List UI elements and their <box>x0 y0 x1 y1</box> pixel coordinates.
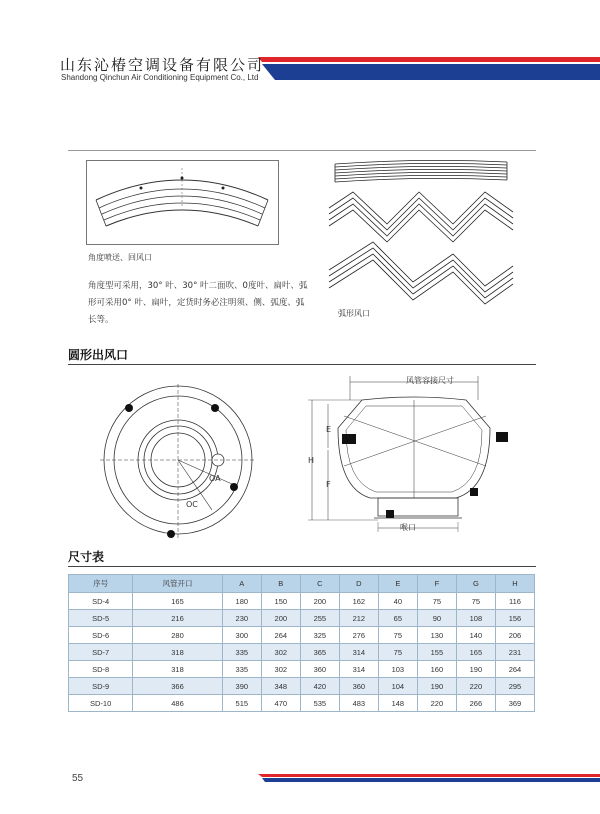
table-cell: 200 <box>261 610 300 627</box>
table-cell: 75 <box>417 593 456 610</box>
table-header-cell: B <box>261 575 300 593</box>
table-row <box>69 644 535 661</box>
company-name-en: Shandong Qinchun Air Conditioning Equipment Co., Ltd <box>61 73 259 82</box>
table-header-cell: C <box>300 575 339 593</box>
table-row <box>69 593 535 610</box>
table-cell: 220 <box>417 695 456 712</box>
table-cell: 165 <box>133 593 223 610</box>
table-cell: 302 <box>261 661 300 678</box>
table-cell: 264 <box>261 627 300 644</box>
table-cell: 314 <box>339 661 378 678</box>
round-outlet-side-view <box>300 370 520 545</box>
table-row <box>69 661 535 678</box>
table-cell: 220 <box>456 678 495 695</box>
table-cell: 360 <box>339 678 378 695</box>
company-name-cn: 山东沁椿空调设备有限公司 <box>60 56 265 74</box>
table-cell: 165 <box>456 644 495 661</box>
table-cell: 483 <box>339 695 378 712</box>
table-cell: 212 <box>339 610 378 627</box>
angle-diffuser-diagram <box>86 160 282 246</box>
label-oc: OC <box>186 500 198 509</box>
table-cell: 366 <box>133 678 223 695</box>
table-cell: 180 <box>222 593 261 610</box>
table-cell: 264 <box>495 661 534 678</box>
size-table <box>68 574 535 712</box>
table-row <box>69 627 535 644</box>
table-header-cell: H <box>495 575 534 593</box>
table-cell: 90 <box>417 610 456 627</box>
table-cell: 318 <box>133 661 223 678</box>
label-throat: 喉口 <box>400 523 416 532</box>
label-f: F <box>326 480 331 489</box>
table-cell: 280 <box>133 627 223 644</box>
table-cell: 116 <box>495 593 534 610</box>
table-cell: 335 <box>222 644 261 661</box>
table-cell: 535 <box>300 695 339 712</box>
size-table-divider <box>68 566 536 567</box>
table-header-cell: F <box>417 575 456 593</box>
header-blue-stripe <box>262 64 600 80</box>
table-cell: 160 <box>417 661 456 678</box>
table-cell: 156 <box>495 610 534 627</box>
table-cell: 325 <box>300 627 339 644</box>
top-divider <box>68 150 536 151</box>
table-cell: 150 <box>261 593 300 610</box>
table-cell: 335 <box>222 661 261 678</box>
table-row <box>69 695 535 712</box>
table-cell: 515 <box>222 695 261 712</box>
table-cell: 295 <box>495 678 534 695</box>
table-cell: SD-7 <box>69 644 133 661</box>
angle-description: 角度型可采用，30° 叶、30° 叶二面吹、0度叶、扁叶、弧形可采用0° 叶、扁叶，定货时务必注明须、侧、弧度、弧长等。 <box>88 281 308 325</box>
page-number: 55 <box>72 773 84 784</box>
round-outlet-divider <box>68 364 536 365</box>
table-cell: 230 <box>222 610 261 627</box>
table-cell: 216 <box>133 610 223 627</box>
table-cell: 206 <box>495 627 534 644</box>
table-header-cell: G <box>456 575 495 593</box>
table-header-cell: 序号 <box>69 575 133 593</box>
label-duct-size: 风管容接尺寸 <box>406 376 454 385</box>
table-cell: 75 <box>456 593 495 610</box>
table-cell: 155 <box>417 644 456 661</box>
table-cell: 390 <box>222 678 261 695</box>
table-cell: 190 <box>456 661 495 678</box>
arc-grille-diagram <box>325 158 517 306</box>
table-cell: 75 <box>378 644 417 661</box>
table-cell: 65 <box>378 610 417 627</box>
table-cell: 470 <box>261 695 300 712</box>
round-outlet-title: 圆形出风口 <box>68 348 129 362</box>
table-cell: 75 <box>378 627 417 644</box>
table-cell: 148 <box>378 695 417 712</box>
table-cell: 369 <box>495 695 534 712</box>
arc-grille-caption: 弧形风口 <box>338 309 370 318</box>
label-oa: OA <box>209 474 221 483</box>
table-header-cell: A <box>222 575 261 593</box>
table-header-cell: 风管开口 <box>133 575 223 593</box>
table-cell: 420 <box>300 678 339 695</box>
table-cell: 200 <box>300 593 339 610</box>
table-cell: 276 <box>339 627 378 644</box>
label-e: E <box>326 425 332 434</box>
angle-diffuser-caption: 角度喷送、回风口 <box>88 253 152 262</box>
table-cell: SD-4 <box>69 593 133 610</box>
table-cell: 162 <box>339 593 378 610</box>
table-cell: 40 <box>378 593 417 610</box>
table-cell: SD-10 <box>69 695 133 712</box>
header-red-stripe <box>258 57 600 62</box>
table-cell: 231 <box>495 644 534 661</box>
round-outlet-front-view <box>94 382 262 542</box>
table-cell: SD-8 <box>69 661 133 678</box>
table-cell: 318 <box>133 644 223 661</box>
table-cell: 314 <box>339 644 378 661</box>
table-cell: 302 <box>261 644 300 661</box>
table-cell: 255 <box>300 610 339 627</box>
table-cell: 365 <box>300 644 339 661</box>
table-cell: SD-9 <box>69 678 133 695</box>
table-cell: 130 <box>417 627 456 644</box>
table-cell: 348 <box>261 678 300 695</box>
table-cell: 140 <box>456 627 495 644</box>
table-cell: 103 <box>378 661 417 678</box>
table-cell: 360 <box>300 661 339 678</box>
table-row <box>69 610 535 627</box>
size-table-title: 尺寸表 <box>68 550 105 564</box>
label-h: H <box>308 456 315 465</box>
table-header-cell: E <box>378 575 417 593</box>
footer-band <box>0 768 600 788</box>
table-cell: 104 <box>378 678 417 695</box>
table-cell: SD-6 <box>69 627 133 644</box>
table-row <box>69 678 535 695</box>
table-cell: 266 <box>456 695 495 712</box>
table-cell: 486 <box>133 695 223 712</box>
table-cell: 108 <box>456 610 495 627</box>
table-header-cell: D <box>339 575 378 593</box>
table-cell: SD-5 <box>69 610 133 627</box>
table-header-row <box>69 575 535 593</box>
table-cell: 190 <box>417 678 456 695</box>
table-cell: 300 <box>222 627 261 644</box>
